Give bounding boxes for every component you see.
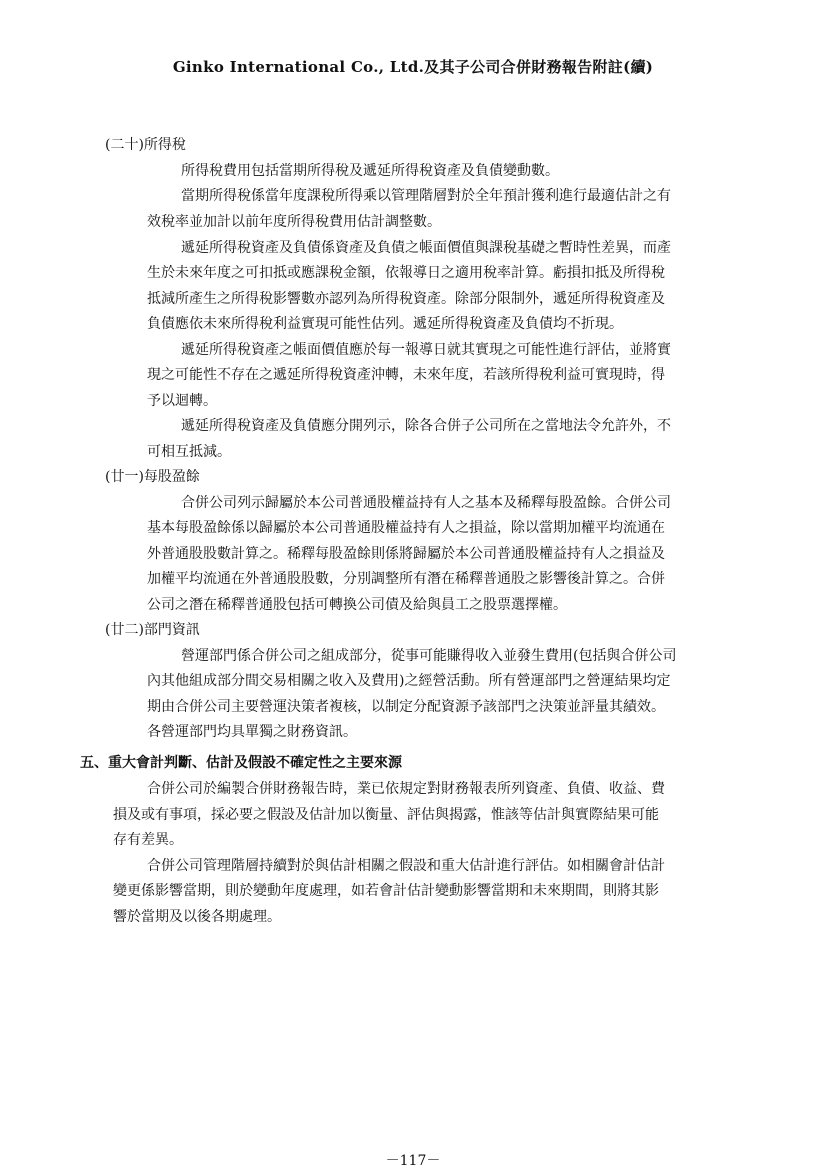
paragraph-line: 各營運部門均具單獨之財務資訊。 — [147, 724, 357, 740]
paragraph-line: 現之可能性不存在之遞延所得稅資產沖轉，未來年度，若該所得稅利益可實現時，得 — [147, 367, 665, 383]
section-heading-five: 五、重大會計判斷、估計及假設不確定性之主要來源 — [80, 755, 402, 771]
paragraph-line: 營運部門係合併公司之組成部分，從事可能賺得收入並發生費用(包括與合併公司 — [181, 648, 677, 664]
paragraph-line: 存有差異。 — [113, 832, 183, 848]
paragraph-line: 合併公司管理階層持續對於與估計相關之假設和重大估計進行評估。如相關會計估計 — [147, 858, 665, 874]
paragraph-line: 予以迴轉。 — [147, 393, 217, 409]
page-header: Ginko International Co., Ltd.及其子公司合併財務報告附註(續) — [172, 58, 654, 76]
page-number: －117－ — [385, 1153, 441, 1169]
paragraph-line: 效稅率並加計以前年度所得稅費用估計調整數。 — [147, 214, 441, 230]
section-title-income-tax: (二十)所得稅 — [105, 137, 186, 153]
paragraph-line: 損及或有事項，採必要之假設及估計加以衡量、評估與揭露，惟該等估計與實際結果可能 — [113, 807, 659, 823]
paragraph-line: 抵減所產生之所得稅影響數亦認列為所得稅資產。除部分限制外，遞延所得稅資產及 — [147, 291, 665, 307]
paragraph-line: 外普通股股數計算之。稀釋每股盈餘則係將歸屬於本公司普通股權益持有人之損益及 — [147, 546, 665, 562]
paragraph-line: 負債應依未來所得稅利益實現可能性估列。遞延所得稅資產及負債均不折現。 — [147, 316, 623, 332]
paragraph-line: 遞延所得稅資產之帳面價值應於每一報導日就其實現之可能性進行評估，並將實 — [181, 342, 671, 358]
paragraph-line: 可相互抵減。 — [147, 444, 231, 460]
paragraph-line: 響於當期及以後各期處理。 — [113, 909, 281, 925]
paragraph-line: 當期所得稅係當年度課稅所得乘以管理階層對於全年預計獲利進行最適估計之有 — [181, 188, 671, 204]
section-title-eps: (廿一)每股盈餘 — [105, 469, 200, 485]
paragraph-line: 加權平均流通在外普通股股數，分別調整所有潛在稀釋普通股之影響後計算之。合併 — [147, 571, 665, 587]
paragraph-line: 期由合併公司主要營運決策者複核，以制定分配資源予該部門之決策並評量其績效。 — [147, 699, 665, 715]
paragraph-line: 內其他組成部分間交易相關之收入及費用)之經營活動。所有營運部門之營運結果均定 — [147, 673, 671, 689]
paragraph-line: 合併公司於編製合併財務報告時，業已依規定對財務報表所列資產、負債、收益、費 — [147, 781, 665, 797]
paragraph-line: 遞延所得稅資產及負債係資產及負債之帳面價值與課稅基礎之暫時性差異，而產 — [181, 240, 671, 256]
paragraph-line: 所得稅費用包括當期所得稅及遞延所得稅資產及負債變動數。 — [181, 163, 559, 179]
section-title-segment: (廿二)部門資訊 — [105, 622, 200, 638]
paragraph-line: 公司之潛在稀釋普通股包括可轉換公司債及給與員工之股票選擇權。 — [147, 597, 567, 613]
paragraph-line: 遞延所得稅資產及負債應分開列示，除各合併子公司所在之當地法令允許外，不 — [181, 418, 671, 434]
paragraph-line: 基本每股盈餘係以歸屬於本公司普通股權益持有人之損益，除以當期加權平均流通在 — [147, 520, 665, 536]
paragraph-line: 生於未來年度之可扣抵或應課稅金額，依報導日之適用稅率計算。虧損扣抵及所得稅 — [147, 265, 665, 281]
paragraph-line: 合併公司列示歸屬於本公司普通股權益持有人之基本及稀釋每股盈餘。合併公司 — [181, 495, 671, 511]
paragraph-line: 變更係影響當期，則於變動年度處理，如若會計估計變動影響當期和未來期間，則將其影 — [113, 883, 659, 899]
